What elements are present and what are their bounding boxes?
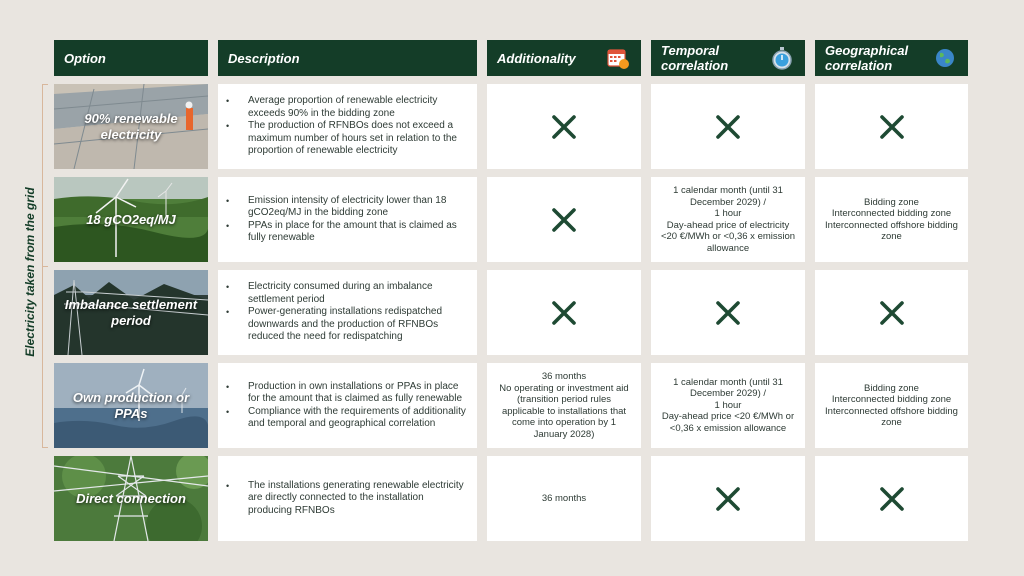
temporal-cell [651, 84, 805, 169]
description-item: • Emission intensity of electricity lower than 18 gCO2eq/MJ in the bidding zone [248, 195, 467, 220]
option-label: Own production or PPAs [72, 389, 190, 421]
description-cell [218, 84, 477, 169]
option-label: Direct connection [76, 490, 186, 506]
option-label: 90% renewable electricity [84, 110, 178, 142]
header-geographical [815, 40, 968, 76]
option-image-offshore-wind [54, 363, 208, 448]
temporal-text: 1 calendar month (until 31 December 2029) / 1 hour Day-ahead price of electricity <20 €/MWh or <0,36 x emission allowance [660, 185, 796, 254]
geographical-text: Bidding zone Interconnected bidding zone Interconnected offshore bidding zone [825, 196, 958, 242]
additionality-cell [487, 456, 641, 541]
description-cell [218, 456, 477, 541]
additionality-cell [487, 363, 641, 448]
temporal-cell [651, 456, 805, 541]
additionality-cell [487, 177, 641, 262]
description-cell [218, 363, 477, 448]
description-list [218, 480, 477, 518]
x-mark-icon [550, 113, 578, 141]
description-item: • Production in own installations or PPAs in place for the amount that is claimed as fully renewable [248, 381, 467, 406]
option-label: 18 gCO2eq/MJ [86, 211, 176, 227]
geographical-cell [815, 270, 968, 355]
x-mark-icon [878, 113, 906, 141]
geographical-cell [815, 177, 968, 262]
option-label: Imbalance settlement period [64, 296, 198, 328]
x-mark-icon [878, 299, 906, 327]
x-mark-icon [550, 206, 578, 234]
description-cell [218, 270, 477, 355]
description-cell [218, 177, 477, 262]
additionality-cell [487, 84, 641, 169]
description-list [218, 95, 477, 158]
header-description [218, 40, 477, 76]
geographical-cell [815, 84, 968, 169]
header-option [54, 40, 208, 76]
description-item: • Average proportion of renewable electricity exceeds 90% in the bidding zone [248, 95, 467, 120]
temporal-cell [651, 270, 805, 355]
description-item: • The installations generating renewable electricity are directly connected to the installation producing RFNBOs [248, 480, 467, 518]
header-temporal [651, 40, 805, 76]
description-list [218, 281, 477, 344]
option-image-solar [54, 84, 208, 169]
globe-icon [932, 45, 958, 71]
additionality-cell [487, 270, 641, 355]
header-additionality [487, 40, 641, 76]
description-list [218, 195, 477, 245]
temporal-cell [651, 363, 805, 448]
description-item: • Compliance with the requirements of additionality and temporal and geographical correlation [248, 406, 467, 431]
calendar-icon [605, 45, 631, 71]
description-item: • The production of RFNBOs does not exceed a maximum number of hours set in relation to the proportion of renewable electricity [248, 120, 467, 158]
description-item: • PPAs in place for the amount that is claimed as fully renewable [248, 220, 467, 245]
additionality-text: 36 months No operating or investment aid (transition period rules applicable to installations that come into operation by 1 January 2028) [499, 371, 629, 440]
header-temporal-label: Temporal correlation [661, 43, 729, 73]
description-item: • Power-generating installations redispatched downwards and the production of RFNBOs reduced the need for redispatching [248, 306, 467, 344]
geographical-text: Bidding zone Interconnected bidding zone Interconnected offshore bidding zone [825, 382, 958, 428]
x-mark-icon [714, 113, 742, 141]
temporal-cell [651, 177, 805, 262]
stopwatch-icon [769, 45, 795, 71]
header-option-label: Option [64, 50, 106, 66]
header-additionality-label: Additionality [497, 50, 576, 66]
side-label: Electricity taken from the grid [23, 187, 37, 357]
option-image-pylon-green [54, 456, 208, 541]
geographical-cell [815, 363, 968, 448]
option-image-wind-forest [54, 177, 208, 262]
additionality-text: 36 months [541, 492, 587, 504]
geographical-cell [815, 456, 968, 541]
option-image-pylon-forest [54, 270, 208, 355]
x-mark-icon [878, 485, 906, 513]
x-mark-icon [714, 299, 742, 327]
description-item: • Electricity consumed during an imbalance settlement period [248, 281, 467, 306]
description-list [218, 381, 477, 431]
header-geographical-label: Geographical correlation [825, 43, 909, 73]
header-description-label: Description [228, 50, 300, 66]
x-mark-icon [550, 299, 578, 327]
temporal-text: 1 calendar month (until 31 December 2029) / 1 hour Day-ahead price <20 €/MWh or <0,36 x emission allowance [661, 376, 795, 434]
x-mark-icon [714, 485, 742, 513]
